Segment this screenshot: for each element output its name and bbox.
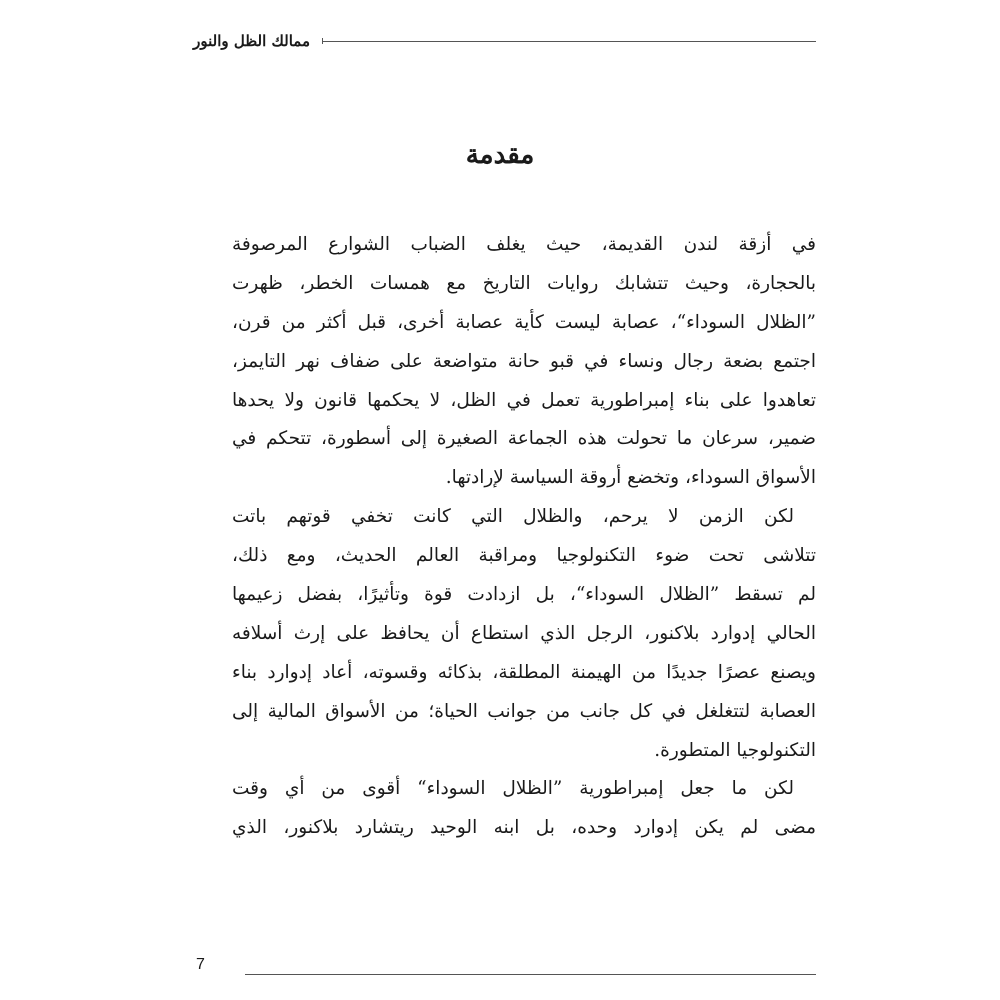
text-line: لكن الزمن لا يرحم، والظلال التي كانت تخفي قوتهم باتت [232,506,794,528]
page-number: 7 [196,956,205,973]
text-line: في أزقة لندن القديمة، حيث يغلف الضباب الشوارع المرصوفة [232,234,816,255]
text-line: ”الظلال السوداء“، عصابة ليست كأية عصابة أخرى، قبل أكثر من قرن، [232,311,816,333]
footer-rule [245,974,816,975]
text-line: اجتمع بضعة رجال ونساء في قبو حانة متواضعة على ضفاف نهر التايمز، [232,350,816,372]
text-line: بالحجارة، وحيث تتشابك روايات التاريخ مع همسات الخطر، ظهرت [232,272,816,294]
text-line: ضمير، سرعان ما تحولت هذه الجماعة الصغيرة إلى أسطورة، تتحكم في [232,428,816,450]
body-text [232,226,816,848]
text-line: التكنولوجيا المتطورة. [654,739,816,761]
text-line: مضى لم يكن إدوارد وحده، بل ابنه الوحيد ريتشارد بلاكنور، الذي [232,817,816,839]
text-line: لكن ما جعل إمبراطورية ”الظلال السوداء“ أقوى من أي وقت [232,778,794,800]
paragraph [232,498,816,770]
header-rule [322,41,816,42]
paragraph [232,770,816,848]
chapter-title: مقدمة [465,140,535,170]
text-line: تتلاشى تحت ضوء التكنولوجيا ومراقبة العالم الحديث، ومع ذلك، [232,545,816,567]
paragraph [232,226,816,498]
book-title: ممالك الظل والنور [193,32,310,50]
text-line: تعاهدوا على بناء إمبراطورية تعمل في الظل، لا يحكمها قانون ولا يحدها [232,389,816,411]
text-line: ويصنع عصرًا جديدًا من الهيمنة المطلقة، بذكائه وقسوته، أعاد إدوارد بناء [232,661,816,683]
text-line: لم تسقط ”الظلال السوداء“، بل ازدادت قوة وتأثيرًا، بفضل زعيمها [232,584,816,606]
text-line: العصابة لتتغلغل في كل جانب من جوانب الحياة؛ من الأسواق المالية إلى [232,700,816,722]
text-line: الحالي إدوارد بلاكنور، الرجل الذي استطاع أن يحافظ على إرث أسلافه [232,622,816,644]
text-line: الأسواق السوداء، وتخضع أروقة السياسة لإرادتها. [445,467,816,489]
